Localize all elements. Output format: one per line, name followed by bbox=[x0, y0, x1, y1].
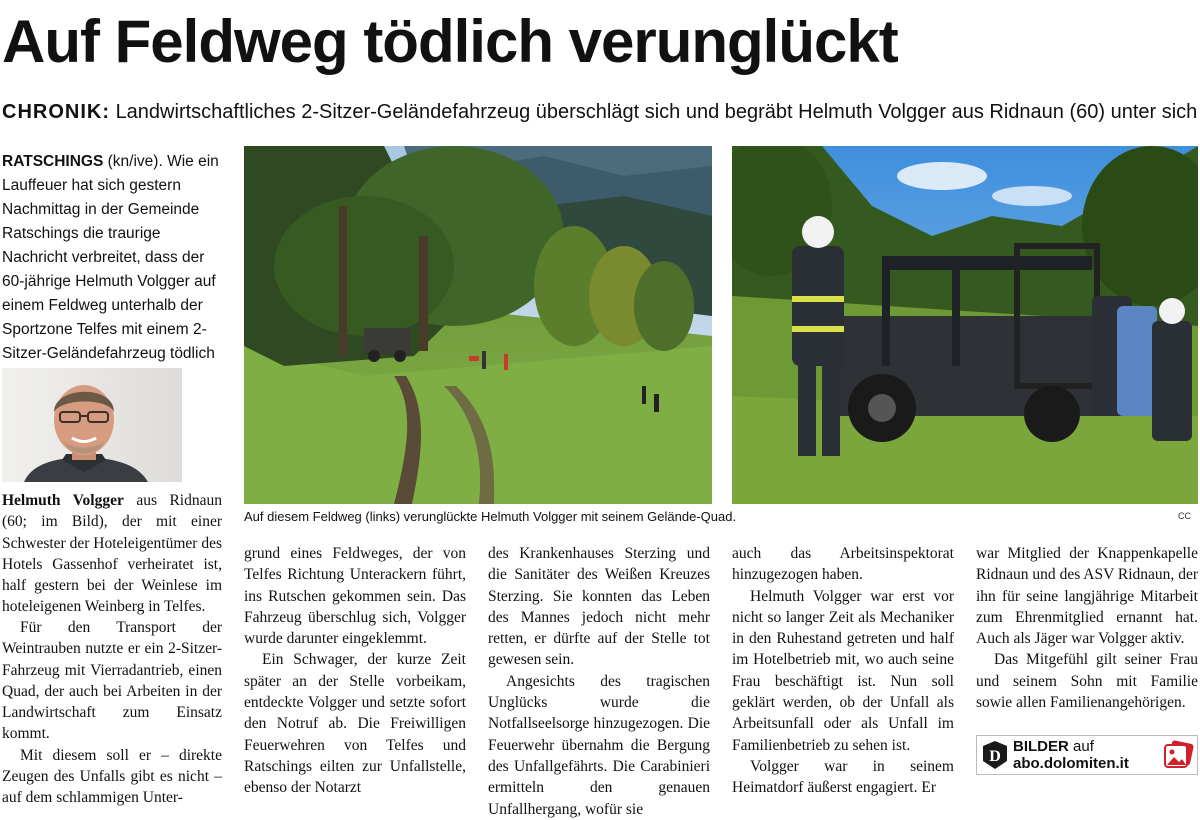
headline: Auf Feldweg tödlich verunglückt bbox=[2, 8, 898, 75]
bilder-promo-link[interactable] bbox=[976, 735, 1198, 775]
promo-text bbox=[1013, 738, 1129, 772]
paragraph: Volgger war in seinem Heimatdorf äußerst engagiert. Er bbox=[732, 757, 954, 797]
paragraph: Das Mitgefühl gilt seiner Frau und seinem Sohn mit Familie sowie allen Familienangehörigen. bbox=[976, 651, 1198, 712]
subheadline-kicker: CHRONIK: bbox=[2, 101, 110, 123]
promo-label: BILDER bbox=[1013, 738, 1069, 755]
body-column-3 bbox=[488, 543, 710, 820]
paragraph: Helmuth Volgger war erst vor nicht so langer Zeit als Mechaniker in den Ruhestand getreten und half im Hotelbetrieb mit, wo auch seine Frau beschäftigt ist. Nun soll geklärt werden, ob der Unfall als Arbeitsunfall oder als Unfall im Familienbetrieb zu sehen ist. bbox=[732, 587, 954, 754]
body-column-5 bbox=[976, 543, 1198, 713]
portrait-image bbox=[2, 368, 182, 482]
paragraph: Angesichts des tragischen Unglücks wurde die Notfallseelsorge hinzugezogen. Die Feuerwehr übernahm die Bergung des Unfallgefährts. Die Carabinieri ermitteln den genauen Unfallhergang, wofür sie bbox=[488, 672, 710, 818]
portrait-caption-text: aus Ridnaun (60; im Bild), der mit einer Schwester der Hoteleigentümer des Hotels Gassenhof verheiratet ist, half gestern bei der Weinlese im hoteleigenen Weinberg in Telfes. bbox=[2, 492, 222, 616]
vehicle-image bbox=[732, 146, 1198, 504]
lead-byline: (kn/ive). bbox=[107, 153, 163, 170]
photo-field-path bbox=[244, 146, 712, 504]
lead-paragraph bbox=[2, 150, 222, 390]
paragraph: Mit diesem soll er – direkte Zeugen des Unfalls gibt es nicht – auf dem schlammigen Unter- bbox=[2, 746, 222, 807]
paragraph: des Krankenhauses Sterzing und die Sanitäter des Weißen Kreuzes Sterzing. Sie konnten das Leben des Mannes jedoch nicht mehr retten, er dürfte auf der Stelle tot gewesen sein. bbox=[488, 545, 710, 669]
photo-gallery-icon bbox=[1163, 739, 1195, 771]
paragraph: war Mitglied der Knappenkapelle Ridnaun und des ASV Ridnaun, der ihn für seine langjährige Mitarbeit zum Ehrenmitglied ernannt hat. Auch als Jäger war Volgger aktiv. bbox=[976, 545, 1198, 648]
portrait-name: Helmuth Volgger bbox=[2, 492, 124, 509]
dolomiten-logo-icon bbox=[983, 741, 1007, 769]
body-column-1 bbox=[2, 617, 222, 809]
photo-vehicle-firefighters bbox=[732, 146, 1198, 504]
field-path-image bbox=[244, 146, 712, 504]
body-column-2 bbox=[244, 543, 466, 799]
lead-text: Wie ein Lauffeuer hat sich gestern Nachmittag in der Gemeinde Ratschings die traurige Nachricht verbreitet, dass der 60-jährige Helmuth Volgger auf einem Feldweg unterhalb der Sportzone Telfes mit einem 2-Sitzer-Geländefahrzeug tödlich bbox=[2, 153, 219, 362]
paragraph: auch das Arbeitsinspektorat hinzugezogen haben. bbox=[732, 545, 954, 584]
paragraph: Ein Schwager, der kurze Zeit später an der Stelle vorbeikam, entdeckte Volgger und setzte sofort den Notruf ab. Die Freiwilligen Feuerwehren von Telfes und Ratschings eilten zur Unfallstelle, ebenso der Notarzt bbox=[244, 651, 466, 797]
promo-url[interactable]: abo.dolomiten.it bbox=[1013, 755, 1129, 772]
paragraph: grund eines Feldweges, der von Telfes Richtung Unterackern führt, ins Rutschen gekommen sein. Das Fahrzeug überschlug sich, Volgger wurde darunter eingeklemmt. bbox=[244, 545, 466, 648]
portrait-photo bbox=[2, 368, 182, 482]
photo-credit: CC bbox=[1178, 511, 1191, 521]
lead-dateline: RATSCHINGS bbox=[2, 153, 104, 170]
portrait-caption bbox=[2, 490, 222, 618]
paragraph: Für den Transport der Weintrauben nutzte er ein 2-Sitzer-Fahrzeug mit Vierradantrieb, einen Quad, der auch bei Arbeiten in der Landwirtschaft zum Einsatz kommt. bbox=[2, 619, 222, 743]
promo-connector: auf bbox=[1073, 738, 1094, 755]
subheadline-text: Landwirtschaftliches 2-Sitzer-Geländefahrzeug überschlägt sich und begräbt Helmuth Volgger aus Ridnaun (60) unter sich bbox=[115, 101, 1198, 123]
photo-caption: Auf diesem Feldweg (links) verunglückte Helmuth Volgger mit seinem Gelände-Quad. bbox=[244, 509, 737, 524]
svg-text:D: D bbox=[989, 748, 1001, 765]
body-column-4 bbox=[732, 543, 954, 799]
subheadline bbox=[2, 98, 1197, 126]
